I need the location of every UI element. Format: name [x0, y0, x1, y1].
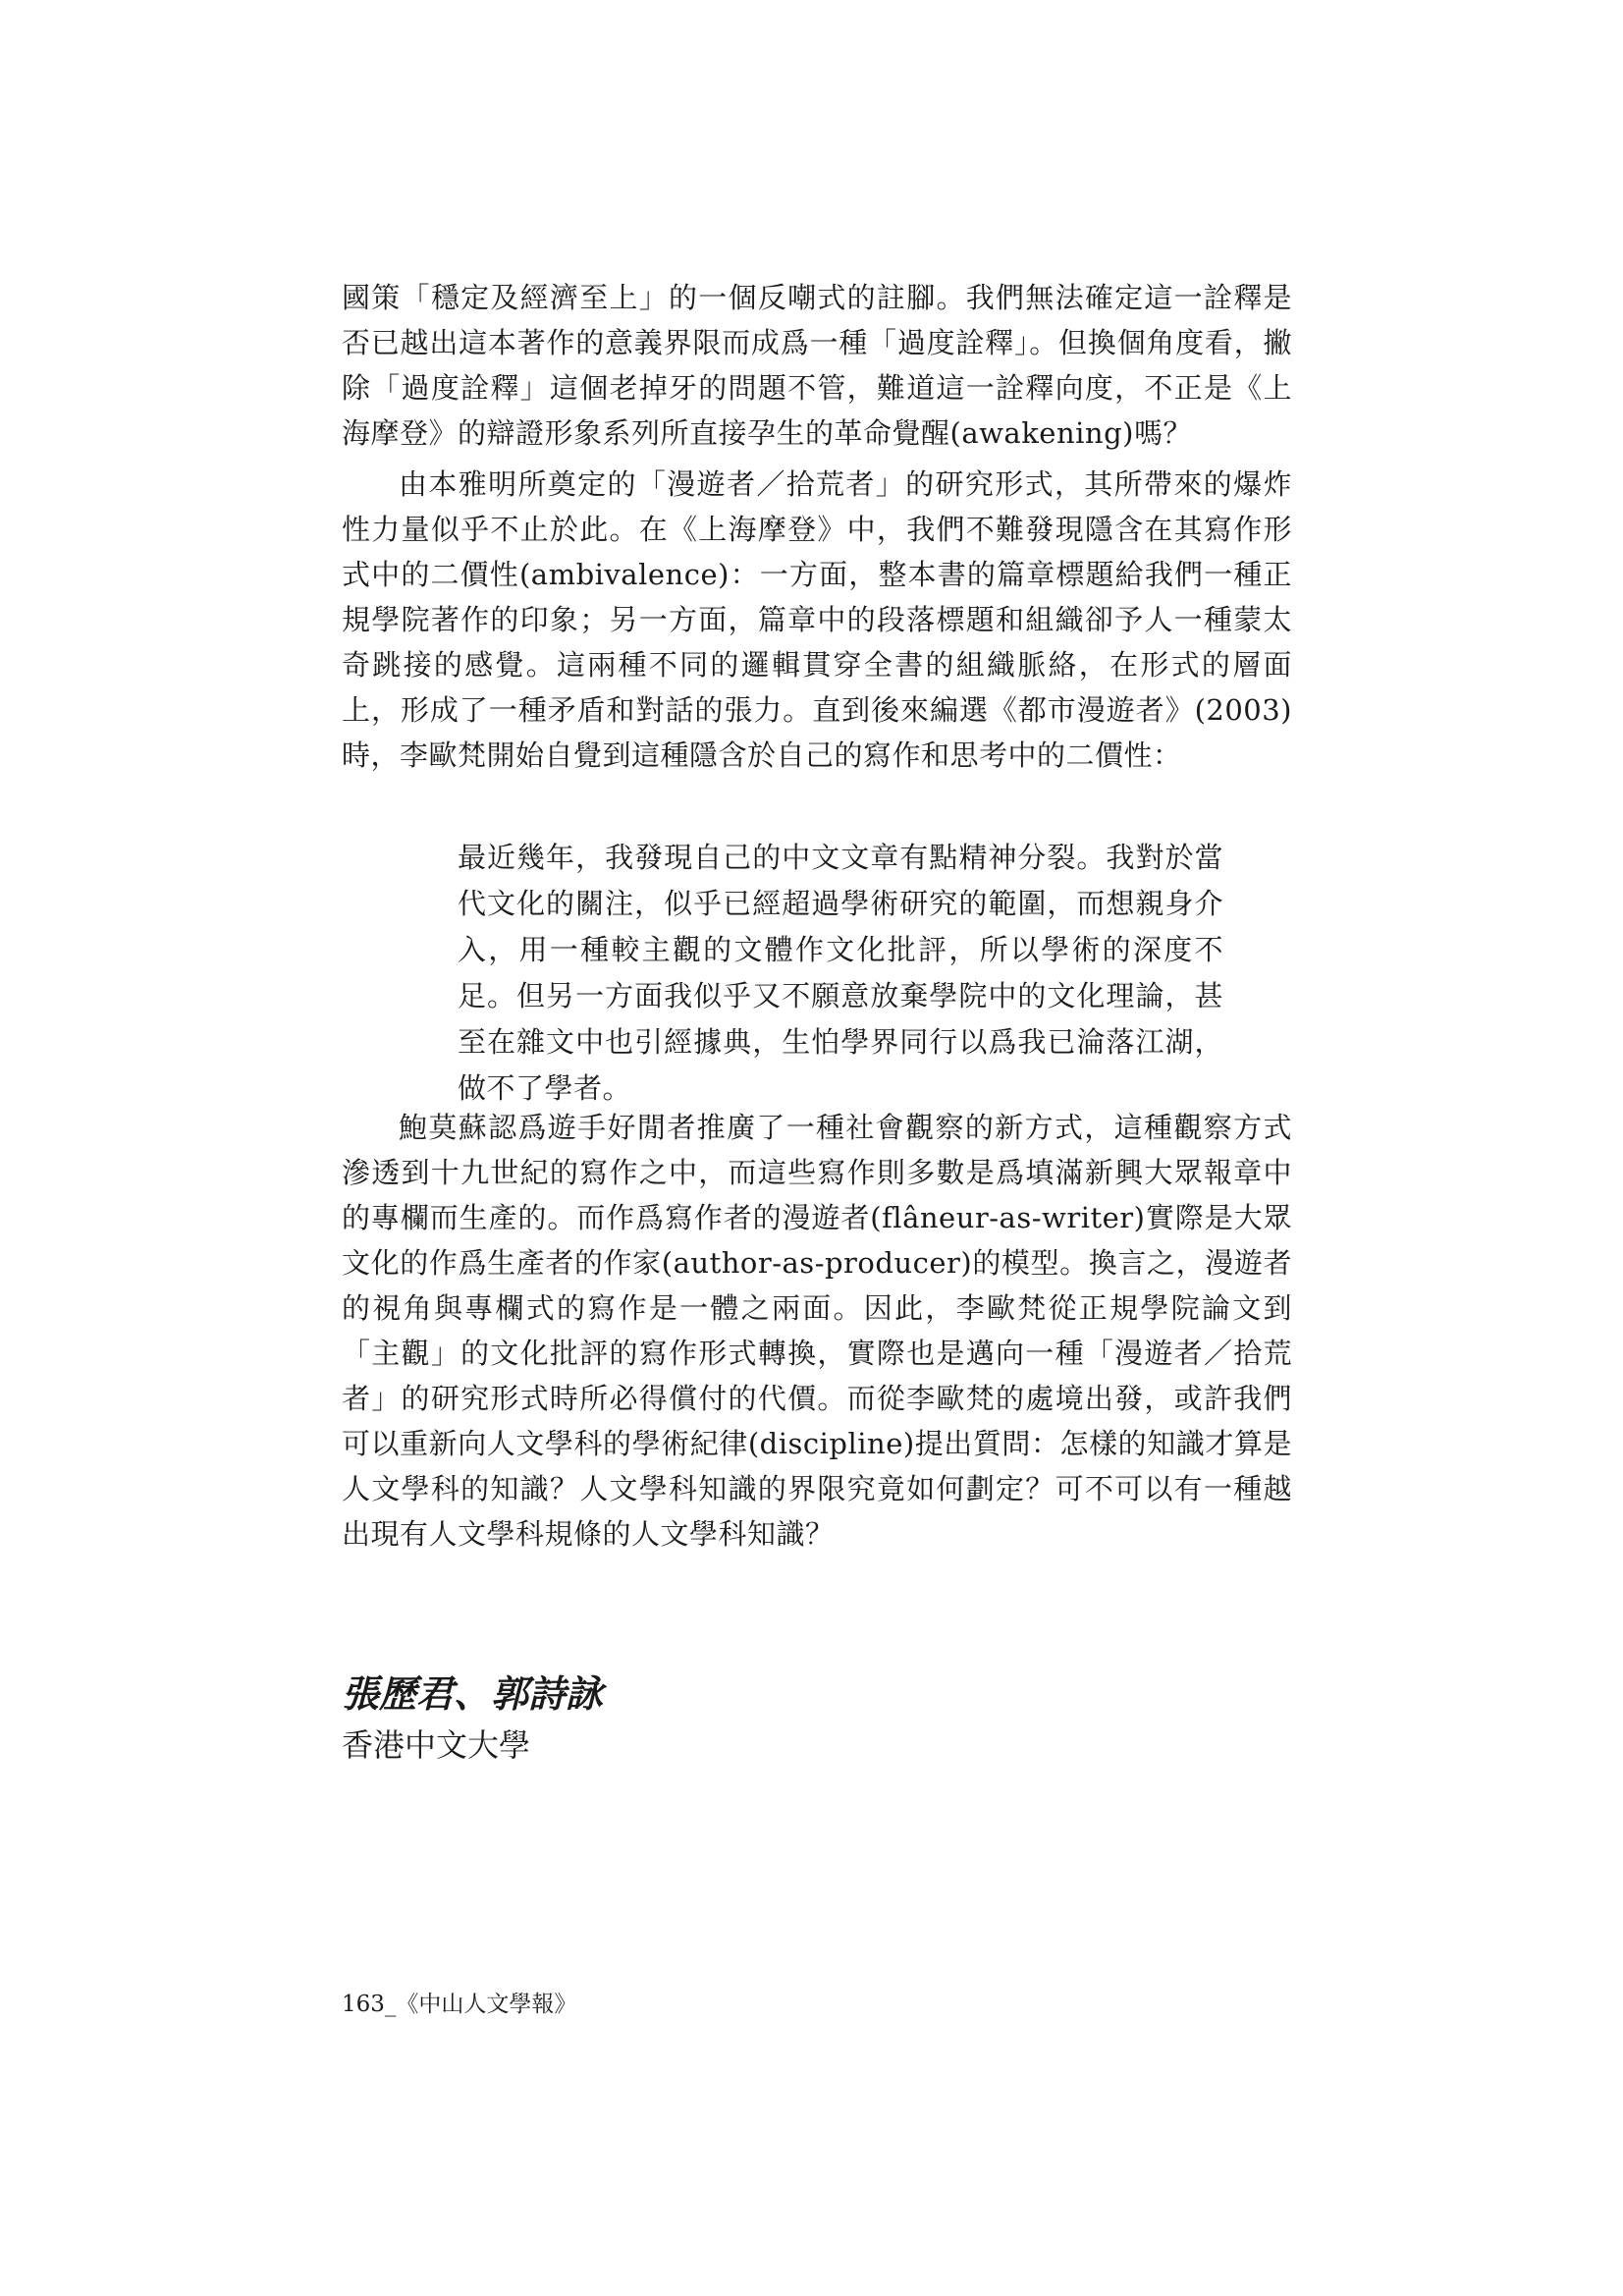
- paragraph-3: 鮑莫蘇認爲遊手好閒者推廣了一種社會觀察的新方式，這種觀察方式滲透到十九世紀的寫作之中，而這些寫作則多數是爲填滿新興大眾報章中的專欄而生產的。而作爲寫作者的漫遊者(flâneur-as-writer)實際是大眾文化的作爲生產者的作家(author-as-producer)的模型。換言之，漫遊者的視角與專欄式的寫作是一體之兩面。因此，李歐梵從正規學院論文到「主觀」的文化批評的寫作形式轉換，實際也是邁向一種「漫遊者／拾荒者」的研究形式時所必得償付的代價。而從李歐梵的處境出發，或許我們可以重新向人文學科的學術紀律(discipline)提出質問：怎樣的知識才算是人文學科的知識？人文學科知識的界限究竟如何劃定？可不可以有一種越出現有人文學科規條的人文學科知識？: [342, 1111, 1292, 1551]
- block-quote: 最近幾年，我發現自己的中文文章有點精神分裂。我對於當代文化的關注，似乎已經超過學術研究的範圍，而想親身介入，用一種較主觀的文體作文化批評，所以學術的深度不足。但另一方面我似乎又不願意放棄學院中的文化理論，甚至在雜文中也引經據典，生怕學界同行以爲我已淪落江湖，做不了學者。: [458, 841, 1223, 1105]
- page-footer: 163_《中山人文學報》: [342, 1992, 577, 2017]
- paragraph-1: 國策「穩定及經濟至上」的一個反嘲式的註腳。我們無法確定這一詮釋是否已越出這本著作的意義界限而成爲一種「過度詮釋」。但換個角度看，撇除「過度詮釋」這個老掉牙的問題不管，難道這一詮釋向度，不正是《上海摩登》的辯證形象系列所直接孕生的革命覺醒(awakening)嗎？: [342, 281, 1292, 450]
- paragraph-2: 由本雅明所奠定的「漫遊者／拾荒者」的研究形式，其所帶來的爆炸性力量似乎不止於此。在《上海摩登》中，我們不難發現隱含在其寫作形式中的二價性(ambivalence)：一方面，整本書的篇章標題給我們一種正規學院著作的印象；另一方面，篇章中的段落標題和組織卻予人一種蒙太奇跳接的感覺。這兩種不同的邏輯貫穿全書的組織脈絡，在形式的層面上，形成了一種矛盾和對話的張力。直到後來編選《都市漫遊者》(2003)時，李歐梵開始自覺到這種隱含於自己的寫作和思考中的二價性：: [342, 467, 1292, 772]
- author-names: 張歷君、郭詩詠: [342, 1671, 604, 1716]
- author-affiliation: 香港中文大學: [342, 1726, 531, 1764]
